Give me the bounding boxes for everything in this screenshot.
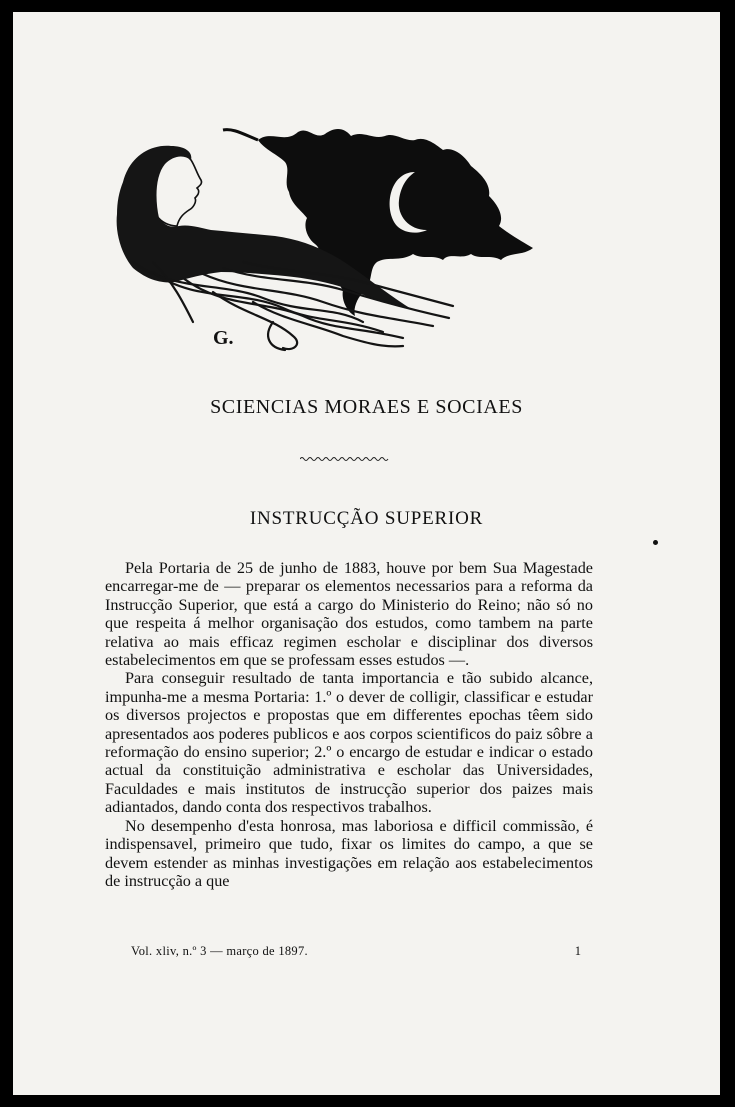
section-title: SCIENCIAS MORAES E SOCIAES <box>210 396 523 418</box>
cloud-tendril <box>223 130 258 140</box>
page <box>13 12 720 1095</box>
woman-moon-illustration-icon <box>93 122 613 357</box>
page-number: 1 <box>574 944 581 958</box>
paragraph-3: No desempenho d'esta honrosa, mas laboriosa e difficil commissão, é indispensavel, primeiro que tudo, fixar os limites do campo, a que se devem estender as minhas investigações em relação aos estabelecimentos de instrucção a que <box>105 816 593 890</box>
illustrator-signature: G. <box>213 327 234 349</box>
article-title: INSTRUCÇÃO SUPERIOR <box>249 508 484 529</box>
ink-speck <box>653 540 658 545</box>
paragraph-1: Pela Portaria de 25 de junho de 1883, houve por bem Sua Magestade encarregar-me de — preparar os elementos necessarios para a reforma da Instrucção Superior, que está a cargo do Ministerio do Reino; não só no que respeita á melhor organisação dos estudos, como tambem na parte relativa ao mais efficaz regimen escholar e disciplinar dos diversos estabelecimentos em que se professam esses estudos —. <box>105 559 593 670</box>
volume-signature: Vol. xliv, n.º 3 — março de 1897. <box>131 944 308 958</box>
ornamental-rule-icon <box>300 455 390 463</box>
article-body <box>105 559 593 890</box>
paragraph-2: Para conseguir resultado de tanta importancia e tão subido alcance, impunha-me a mesma Portaria: 1.º o dever de colligir, classificar e estudar os diversos projectos e propostas que em differentes epochas têem sido apresentados aos poderes publicos e aos corpos scientificos do paiz sôbre a reformação do ensino superior; 2.º o encargo de estudar e indicar o estado actual da constituição administrativa e escholar das Universidades, Faculdades e mais institutos de instrucção superior dos paizes mais adiantados, dando conta dos respectivos trabalhos. <box>105 669 593 817</box>
